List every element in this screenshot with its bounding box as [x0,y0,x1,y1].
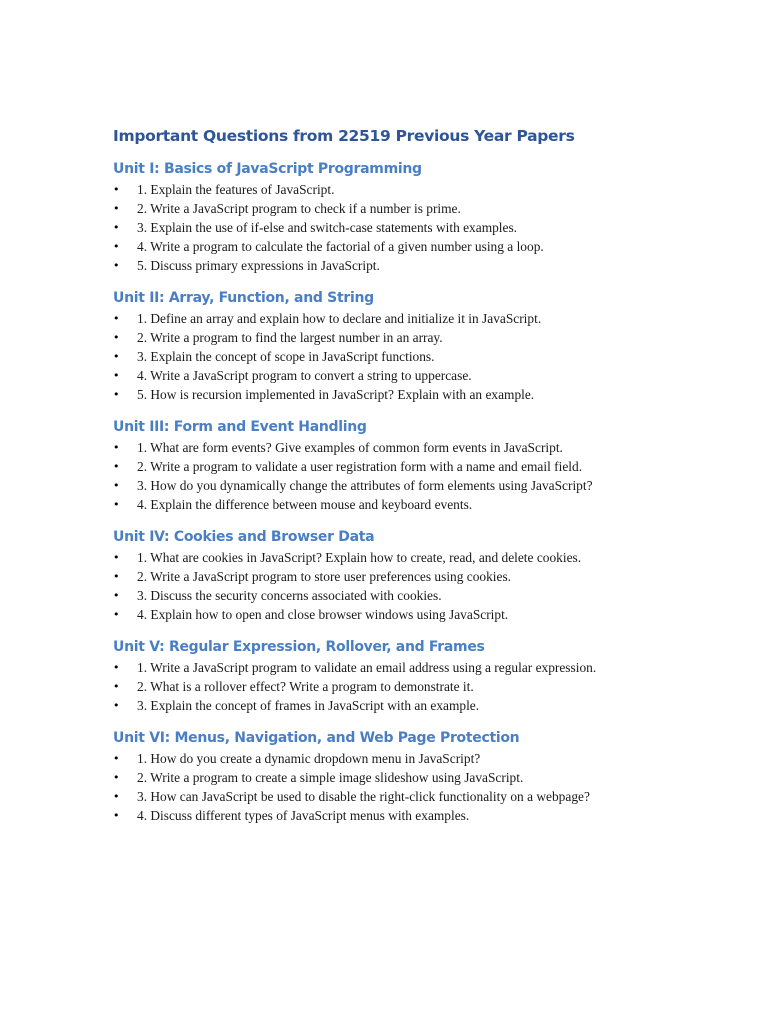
question-text: 1. How do you create a dynamic dropdown menu in JavaScript? [137,751,481,766]
question-text: 2. What is a rollover effect? Write a program to demonstrate it. [137,679,474,694]
question-item [113,696,733,715]
question-text: 1. What are cookies in JavaScript? Explain how to create, read, and delete cookies. [137,550,582,565]
bullet-icon: • [113,259,120,272]
bullet-icon: • [113,680,120,693]
question-item [113,658,733,677]
bullet-icon: • [113,589,120,602]
question-item [113,787,733,806]
unit-heading: Unit III: Form and Event Handling [113,419,367,435]
question-text: 3. How do you dynamically change the attributes of form elements using JavaScript? [137,478,593,493]
bullet-icon: • [113,809,120,822]
unit-section [113,417,733,514]
bullet-icon: • [113,460,120,473]
question-item [113,677,733,696]
question-text: 2. Write a program to find the largest number in an array. [137,330,443,345]
bullet-icon: • [113,350,120,363]
question-text: 2. Write a JavaScript program to store user preferences using cookies. [137,569,512,584]
question-text: 3. Discuss the security concerns associated with cookies. [137,588,442,603]
bullet-icon: • [113,388,120,401]
question-text: 3. How can JavaScript be used to disable the right-click functionality on a webpage? [137,789,590,804]
unit-section [113,159,733,275]
question-item [113,237,733,256]
bullet-icon: • [113,790,120,803]
question-text: 1. Explain the features of JavaScript. [137,182,335,197]
question-item [113,749,733,768]
bullet-icon: • [113,183,120,196]
question-item [113,218,733,237]
bullet-icon: • [113,441,120,454]
question-text: 4. Explain how to open and close browser windows using JavaScript. [137,607,509,622]
question-text: 1. What are form events? Give examples of common form events in JavaScript. [137,440,563,455]
bullet-icon: • [113,771,120,784]
question-list [113,658,733,715]
question-item [113,199,733,218]
question-item [113,385,733,404]
question-list [113,309,733,404]
question-item [113,328,733,347]
question-item [113,605,733,624]
unit-section [113,527,733,624]
question-item [113,548,733,567]
unit-heading: Unit IV: Cookies and Browser Data [113,529,375,545]
question-item [113,347,733,366]
question-item [113,256,733,275]
bullet-icon: • [113,221,120,234]
bullet-icon: • [113,312,120,325]
bullet-icon: • [113,331,120,344]
question-item [113,309,733,328]
question-list [113,180,733,275]
question-item [113,768,733,787]
question-text: 4. Write a program to calculate the factorial of a given number using a loop. [137,239,544,254]
question-text: 5. Discuss primary expressions in JavaScript. [137,258,380,273]
question-item [113,567,733,586]
document-title: Important Questions from 22519 Previous Year Papers [113,127,575,145]
question-item [113,806,733,825]
unit-section [113,728,733,825]
bullet-icon: • [113,479,120,492]
question-text: 2. Write a JavaScript program to check if a number is prime. [137,201,461,216]
question-list [113,548,733,624]
question-text: 4. Explain the difference between mouse and keyboard events. [137,497,473,512]
question-item [113,366,733,385]
question-text: 2. Write a program to validate a user registration form with a name and email field. [137,459,583,474]
bullet-icon: • [113,570,120,583]
document-body [113,123,733,825]
unit-heading: Unit II: Array, Function, and String [113,290,374,306]
question-text: 1. Write a JavaScript program to validate an email address using a regular expression. [137,660,597,675]
question-list [113,749,733,825]
bullet-icon: • [113,608,120,621]
question-text: 4. Discuss different types of JavaScript menus with examples. [137,808,470,823]
question-item [113,495,733,514]
question-item [113,586,733,605]
unit-section [113,288,733,404]
unit-heading: Unit VI: Menus, Navigation, and Web Page Protection [113,730,520,746]
question-text: 3. Explain the concept of scope in JavaScript functions. [137,349,435,364]
units-container [113,159,733,825]
question-text: 2. Write a program to create a simple image slideshow using JavaScript. [137,770,524,785]
bullet-icon: • [113,551,120,564]
question-item [113,180,733,199]
question-text: 3. Explain the concept of frames in JavaScript with an example. [137,698,480,713]
bullet-icon: • [113,699,120,712]
bullet-icon: • [113,661,120,674]
question-text: 3. Explain the use of if-else and switch-case statements with examples. [137,220,518,235]
question-text: 5. How is recursion implemented in JavaScript? Explain with an example. [137,387,535,402]
unit-heading: Unit I: Basics of JavaScript Programming [113,161,422,177]
bullet-icon: • [113,202,120,215]
question-text: 1. Define an array and explain how to declare and initialize it in JavaScript. [137,311,542,326]
bullet-icon: • [113,240,120,253]
question-text: 4. Write a JavaScript program to convert a string to uppercase. [137,368,472,383]
bullet-icon: • [113,498,120,511]
unit-section [113,637,733,715]
question-list [113,438,733,514]
unit-heading: Unit V: Regular Expression, Rollover, and Frames [113,639,485,655]
bullet-icon: • [113,369,120,382]
bullet-icon: • [113,752,120,765]
question-item [113,438,733,457]
question-item [113,457,733,476]
question-item [113,476,733,495]
